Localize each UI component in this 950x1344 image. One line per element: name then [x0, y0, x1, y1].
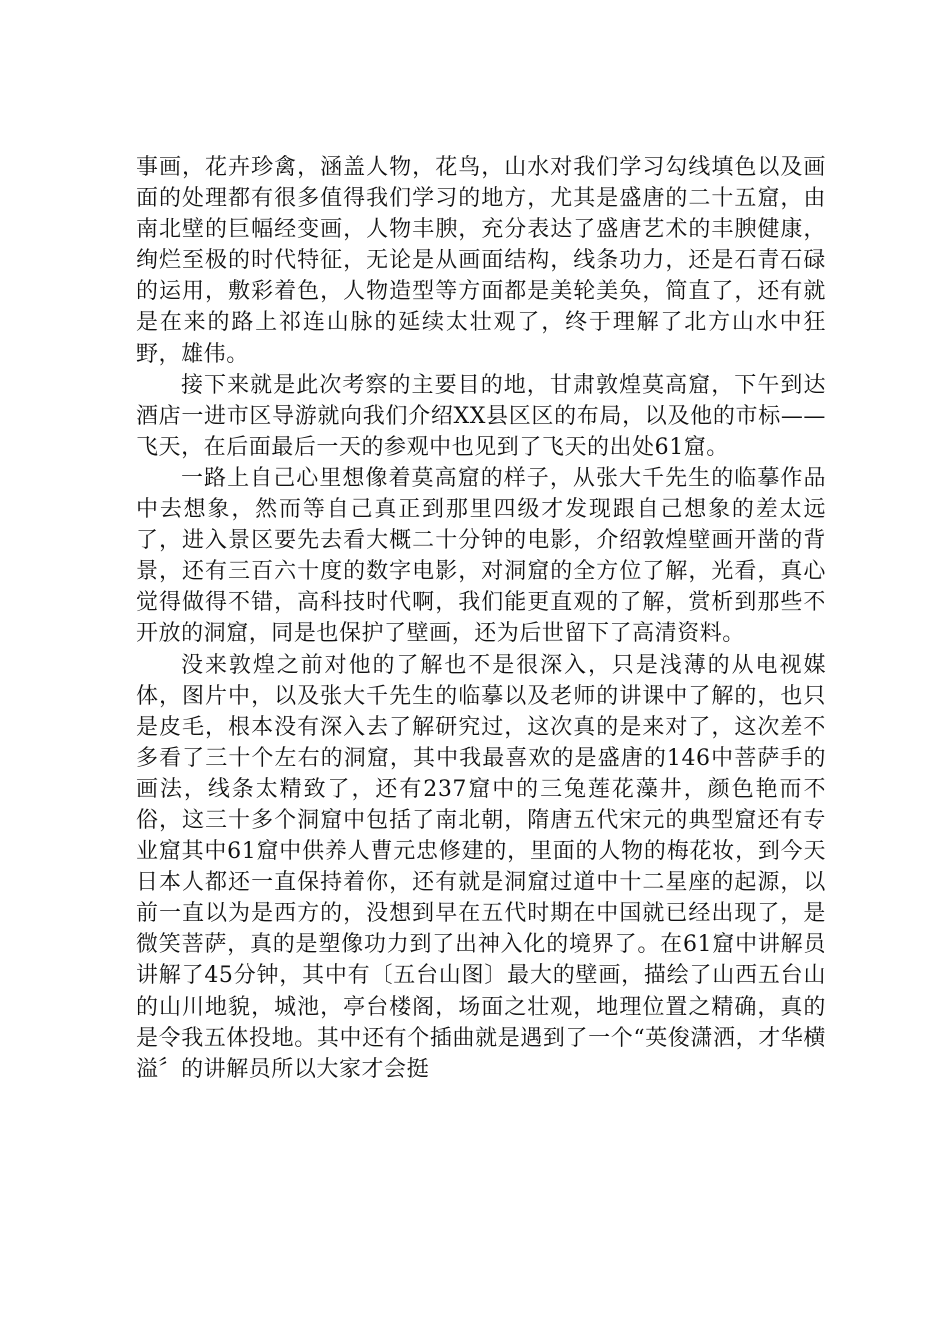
paragraph-3: 一路上自己心里想像着莫高窟的样子，从张大千先生的临摹作品中去想象，然而等自己真正到那里四级才发现跟自己想象的差太远了，进入景区要先去看大概二十分钟的电影，介绍敦煌壁画开凿的背景，还有三百六十度的数字电影，对洞窟的全方位了解，光看，真心觉得做得不错，高科技时代啊，我们能更直观的了解，赏析到那些不开放的洞窟，同是也保护了壁画，还为后世留下了高清资料。 [136, 465, 826, 647]
document-body [136, 152, 826, 1085]
paragraph-4: 没来敦煌之前对他的了解也不是很深入，只是浅薄的从电视媒体，图片中，以及张大千先生的临摹以及老师的讲课中了解的，也只是皮毛，根本没有深入去了解研究过，这次真的是来对了，这次差不多看了三十个左右的洞窟，其中我最喜欢的是盛唐的146中菩萨手的画法，线条太精致了，还有237窟中的三兔莲花藻井，颜色艳而不俗，这三十多个洞窟中包括了南北朝，隋唐五代宋元的典型窟还有专业窟其中61窟中供养人曹元忠修建的，里面的人物的梅花妆，到今天日本人都还一直保持着你，还有就是洞窟过道中十二星座的起源，以前一直以为是西方的，没想到早在五代时期在中国就已经出现了，是微笑菩萨，真的是塑像功力到了出神入化的境界了。在61窟中讲解员讲解了45分钟，其中有〔五台山图〕最大的壁画，描绘了山西五台山的山川地貌，城池，亭台楼阁，场面之壮观，地理位置之精确，真的是令我五体投地。其中还有个插曲就是遇到了一个“英俊潇洒，才华横溢〞的讲解员所以大家才会挺 [136, 652, 826, 1082]
paragraph-1: 事画，花卉珍禽，涵盖人物，花鸟，山水对我们学习勾线填色以及画面的处理都有很多值得我们学习的地方，尤其是盛唐的二十五窟，由南北壁的巨幅经变画，人物丰腴，充分表达了盛唐艺术的丰腴健康，绚烂至极的时代特征，无论是从画面结构，线条功力，还是石青石碌的运用，敷彩着色，人物造型等方面都是美轮美奂，简直了，还有就是在来的路上祁连山脉的延续太壮观了，终于理解了北方山水中狂野，雄伟。 [136, 155, 826, 367]
paragraph-2: 接下来就是此次考察的主要目的地，甘肃敦煌莫高窟，下午到达酒店一进市区导游就向我们介绍XX县区区的布局，以及他的市标——飞天，在后面最后一天的参观中也见到了飞天的出处61窟。 [136, 372, 826, 460]
